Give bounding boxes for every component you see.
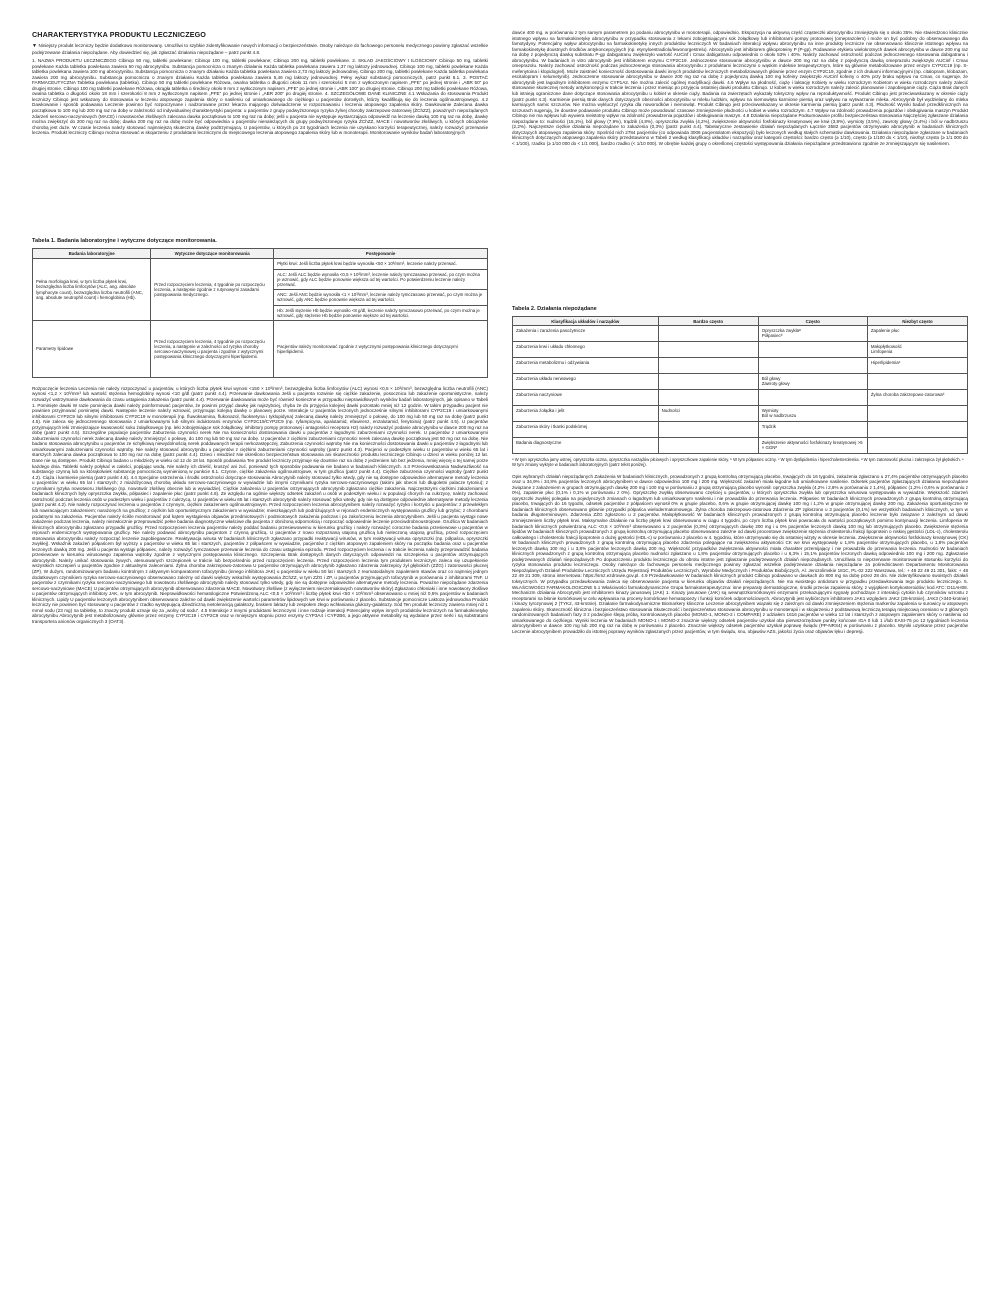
- table1-cell: Pełna morfologia krwi, w tym liczba płytek krwi, bezwzględna liczba limfocytów (ALC, ang. absolute lymphocyte count), bezwzględna liczba neutrofili (ANC, ang. absolute neutrophil count) i hemoglobina (Hb).: [33, 259, 151, 321]
- left-section-2: Rozpoczęcie leczenia Leczenia nie należy rozpoczynać u pacjentów, u których liczba płytek krwi wynosi <150 × 10³/mm³, bezwzględna liczba limfocytów (ALC) wynosi <0,5 × 10³/mm³, bezwzględna liczba neutrofili (ANC) wynosi <1,2 × 10³/mm³ lub wartość stężenia hemoglobiny wynosi <10 g/dl (patrz punkt 4.4). Przerwanie dawkowania Jeśli u pacjenta rozwinie się ciężkie zakażenie, posocznica lub zakażenie oportunistyczne, należy rozważyć wstrzymanie dawkowania do czasu ustąpienia zakażenia (patrz punkt 4.4). Przerwanie dawkowania może być również konieczne w przypadku nieprawidłowych wyników badań laboratoryjnych, jak opisano w Tabeli 1. Pominięte dawki W razie pominięcia dawki należy poinformować pacjentów, że powinni przyjąć dawkę jak najszybciej, chyba że do przyjęcia kolejnej dawki pozostało mniej niż 12 godzin. W takim przypadku pacjent nie powinien przyjmować pominiętej dawki. Następnie leczenie należy wznowić, przyjmując kolejną dawkę o planowej porze. Interakcje U pacjentów leczonych jednocześnie silnymi inhibitorami CYP2C19 i umiarkowanymi inhibitorami CYP2C9 lub silnymi inhibitorami CYP2C19 w monoterapii (np. fluwoksamina, flukonazol, fluoksetyna i tyklopidyna) zalecaną dawkę należy zmniejszyć o połowę, do 100 mg lub 50 mg raz na dobę (patrz punkt 4.5). Nie zaleca się jednoczesnego stosowania z umiarkowanymi lub silnymi induktorami enzymów CYP2C19/CYP2C9 (np. ryfampicyna, apalutamid, efawirenz, enzalutamid, fenytoina) (patrz punkt 4.5). U pacjentów przyjmujących leki zmniejszające kwasowość soku żołądkowego (np. leki zobojętniające sok żołądkowy, inhibitory pompy protonowej i antagoniści receptora H2) należy rozważyć podanie abrocytynibu w dawce 200 mg raz na dobę (patrz punkt 4.5). Szczególne populacje pacjentów Zaburzenia czynności nerek Nie ma konieczności dostosowania dawki u pacjentów z łagodnymi zaburzeniami czynności nerek. U pacjentów z umiarkowanymi zaburzeniami czynności nerek zalecaną dawkę należy zmniejszyć o połowę, do 100 mg lub 50 mg raz na dobę. U pacjentów z ciężkimi zaburzeniami czynności nerek zalecaną dawkę początkową jest 50 mg raz na dobę. Nie badano stosowania abrocytynibu u pacjentów ze schyłkową niewydolnością nerek poddawanych terapii nerkozastępczej. Zaburzenia czynności wątroby Nie ma konieczności dostosowania dawki u pacjentów z łagodnymi lub umiarkowanymi zaburzeniami czynności wątroby. Nie należy stosować abrocytynibu u pacjentów z ciężkimi zaburzeniami czynności wątroby (patrz punkt 4.3). Pacjenci w podeszłym wieku U pacjentów w wieku 65 lat i starszych zalecana dawka początkowa to 100 mg raz na dobę (patrz punkt 4.4). Dzieci i młodzież Nie określono bezpieczeństwa stosowania ani skuteczności produktu leczniczego Cibinqo u dzieci w wieku poniżej 12 lat. Dane nie są dostępne. Produkt Cibinqo badano u młodzieży w wieku od 12 do 18 lat. Sposób podawania Ten produkt leczniczy przyjmuje się doustnie raz na dobę z jedzeniem lub bez jedzenia, mniej więcej o tej samej porze każdego dnia. Tabletki należy połykać w całości, popijając wodą. Nie należy ich dzielić, kruszyć ani żuć, ponieważ tych sposobów podawania nie badano w badaniach klinicznych. 4.3 Przeciwwskazania Nadwrażliwość na substancję czynną lub na którąkolwiek substancję pomocniczą wymienioną w punkcie 6.1. Czynne, ciężkie zakażenia ogólnoustrojowe, w tym gruźlica (patrz punkt 4.4). Ciężkie zaburzenia czynności wątroby (patrz punkt 4.2). Ciąża i karmienie piersią (patrz punkt 4.6). 4.4 Specjalne ostrzeżenia i środki ostrożności dotyczące stosowania Abrocytynib należy stosować tylko wtedy, gdy nie są dostępne odpowiednie alternatywne metody leczenia u pacjentów: w wieku 65 lat i starszych; z miażdżycową chorobą układu sercowo-naczyniowego w wywiadzie lub innymi czynnikami ryzyka sercowo-naczyniowego (takimi jak obecni lub długoletni palacze tytoniu); z czynnikami ryzyka nowotworu złośliwego (np. nowotwór złośliwy obecnie lub w wywiadzie). Ciężkie zakażenia U pacjentów otrzymujących abrocytynib zgłaszano ciężkie zakażenia. Najczęstszymi ciężkimi zakażeniami w badaniach klinicznych były opryszczka zwykła, półpasiec i zapalenie płuc (patrz punkt 4.8). Ze względu na ogólnie większy odsetek zakażeń u osób w podeszłym wieku i w populacji chorych na cukrzycę, należy zachować ostrożność podczas leczenia osób w podeszłym wieku i pacjentów z cukrzycą. U pacjentów w wieku 65 lat i starszych abrocytynib należy stosować tylko wtedy, gdy nie są dostępne odpowiednie alternatywne metody leczenia (patrz punkt 4.2). Nie należy rozpoczynać leczenia u pacjentów z czynnym, ciężkim zakażeniem ogólnoustrojowym. Przed rozpoczęciem leczenia abrocytynibem należy rozważyć ryzyko i korzyści u pacjentów: z przewlekłym lub nawracającym zakażeniem; narażonych na gruźlicę; z ciężkim lub oportunistycznym zakażeniem w wywiadzie; mieszkających lub podróżujących w rejonach endemicznych występowania gruźlicy lub grzybic; z chorobami podatnymi na zakażenia. Pacjentów należy ściśle monitorować pod kątem wystąpienia objawów przedmiotowych i podmiotowych zakażenia podczas i po zakończeniu leczenia abrocytynibem. Jeśli u pacjenta wystąpi nowe zakażenie podczas leczenia, należy niezwłocznie przeprowadzić pełne badania diagnostyczne właściwe dla pacjenta z obniżoną odpornością i rozpocząć odpowiednie leczenie przeciwdrobnoustrojowe. Gruźlica W badaniach klinicznych abrocytynibu zgłaszano przypadki gruźlicy. Przed rozpoczęciem leczenia pacjentów należy poddać badaniu przesiewowemu w kierunku gruźlicy i należy rozważyć coroczne badania przesiewowe u pacjentów w rejonach endemicznych występowania gruźlicy. Nie należy podawać abrocytynibu pacjentom z czynną gruźlicą. U pacjentów z nowo rozpoznaną utajoną gruźlicą lub nieleczoną utajoną gruźlicą, przed rozpoczęciem stosowania abrocytynibu należy rozpocząć leczenie zapobiegawcze. Reaktywacja wirusa W badaniach klinicznych zgłaszano przypadki reaktywacji wirusów, w tym reaktywacji wirusa opryszczki (np. półpaśca, opryszczki zwykłej). Wskaźnik zakażeń półpaścem był wyższy u pacjentów w wieku 65 lat i starszych, pacjentów z półpaścem w wywiadzie, pacjentów z ciężkim atopowym zapaleniem skóry na początku badania oraz u pacjentów leczonych dawką 200 mg. Jeśli u pacjenta wystąpi półpasiec, należy rozważyć tymczasowe przerwanie leczenia do czasu ustąpienia epizodu. Przed rozpoczęciem leczenia i w trakcie leczenia należy przeprowadzić badania przesiewowe w kierunku wirusowego zapalenia wątroby zgodnie z wytycznymi postępowania klinicznego. Szczepienia Brak dostępnych danych dotyczących odpowiedzi na szczepienia u pacjentów otrzymujących abrocytynib. Należy unikać stosowania żywych, atenuowanych szczepionek w trakcie lub bezpośrednio przed rozpoczęciem leczenia. Przed rozpoczęciem leczenia tym produktem leczniczym zaleca się uzupełnienie wszystkich szczepień u pacjentów zgodnie z aktualnymi zaleceniami. Żylna choroba zakrzepowo-zatorowa U pacjentów otrzymujących abrocytynib zgłaszano zdarzenia zakrzepicy żył głębokich (ZŻG) i zatorowości płucnej (ZP). W dużym, randomizowanym badaniu kontrolnym z aktywnym komparatorem tofacytynibu (innego inhibitora JAK) u pacjentów w wieku 50 lat i starszych z reumatoidalnym zapaleniem stawów oraz co najmniej jednym dodatkowym czynnikiem ryzyka sercowo-naczyniowego obserwowano zależny od dawki większy wskaźnik występowania ŻChZZ, w tym ZŻG i ZP, u pacjentów przyjmujących tofacytynib w porównaniu z inhibitorami TNF. U pacjentów z czynnikami ryzyka sercowo-naczyniowego lub nowotworu złośliwego abrocytynib należy stosować tylko wtedy, gdy nie są dostępne odpowiednie alternatywne metody leczenia. Poważne niepożądane zdarzenia sercowo-naczyniowe (MACE) U pacjentów otrzymujących abrocytynib obserwowano zdarzenia MACE. Nowotwory złośliwe (z wyłączeniem nieczerniakowych nowotworów skóry) Zgłaszano chłoniaki i inne nowotwory złośliwe u pacjentów otrzymujących inhibitory JAK, w tym abrocytynib. Nieprawidłowości hematologiczne Potwierdzoną ALC <0,5 × 10³/mm³ i liczbę płytek krwi <50 × 10³/mm³ obserwowano u mniej niż 0,5% pacjentów w badaniach klinicznych. Lipidy U pacjentów leczonych abrocytynibem obserwowano zależne od dawki zwiększenie wartości parametrów lipidowych we krwi w porównaniu z placebo. Substancje pomocnicze Laktoza jednowodna Produkt leczniczy nie powinien być stosowany u pacjentów z rzadko występującą dziedziczną nietolerancją galaktozy, brakiem laktazy lub zespołem złego wchłaniania glukozy-galaktozy. Sód Ten produkt leczniczy zawiera mniej niż 1 mmol sodu (23 mg) na tabletkę, to znaczy produkt uznaje się za „wolny od sodu”. 4.5 Interakcje z innymi produktami leczniczymi i inne rodzaje interakcji Potencjalny wpływ innych produktów leczniczych na farmakokinetykę abrocytynibu Abrocytynib jest metabolizowany głównie przez enzymy CYP2C19 i CYP2C9 oraz w mniejszym stopniu przez enzymy CYP3A4 i CYP2B6, a jego aktywne metabolity są wydalane przez nerki i są substratami transportera anionów organicznych 3 (OAT3).: [32, 385, 488, 624]
- table2-cell: Zaburzenia układu nerwowego: [513, 374, 659, 390]
- left-section-1: 1. NAZWA PRODUKTU LECZNICZEGO Cibinqo 50 mg, tabletki powlekane; Cibinqo 100 mg, tabletki powlekane; Cibinqo 200 mg, tabletki powlekane. 2. SKŁAD JAKOŚCIOWY I ILOŚCIOWY Cibinqo 50 mg, tabletki powlekane Każda tabletka powlekana zawiera 50 mg abrocytynibu. Substancja pomocnicza o znanym działaniu Każda tabletka powlekana zawiera 1,37 mg laktozy jednowodnej. Cibinqo 100 mg, tabletki powlekane Każda tabletka powlekana zawiera 100 mg abrocytynibu. Substancja pomocnicza o znanym działaniu Każda tabletka powlekana zawiera 2,73 mg laktozy jednowodnej. Cibinqo 200 mg, tabletki powlekane Każda tabletka powlekana zawiera 200 mg abrocytynibu. Substancja pomocnicza o znanym działaniu Każda tabletka powlekana zawiera 5,46 mg laktozy jednowodnej. Pełny wykaz substancji pomocniczych, patrz punkt 6.1. 3. POSTAĆ FARMACEUTYCZNA Tabletka powlekana (tabletka). Cibinqo 50 mg tabletki powlekane Różowa, owalna tabletka o długości około 11 mm i szerokości 5 mm z wytłoczonym napisem „PFE” po jednej stronie i „ABR 50” po drugiej stronie. Cibinqo 100 mg tabletki powlekane Różowa, okrągła tabletka o średnicy około 9 mm z wytłoczonym napisem „PFE” po jednej stronie i „ABR 100” po drugiej stronie. Cibinqo 200 mg tabletki powlekane Różowa, owalna tabletka o długości około 18 mm i szerokości 8 mm z wytłoczonym napisem „PFE” po jednej stronie i „ABR 200” po drugiej stronie. 4. SZCZEGÓŁOWE DANE KLINICZNE 4.1 Wskazania do stosowania Produkt leczniczy Cibinqo jest wskazany do stosowania w leczeniu atopowego zapalenia skóry o nasileniu od umiarkowanego do ciężkiego u pacjentów dorosłych, którzy kwalifikują się do leczenia ogólnoustrojowego. 4.2 Dawkowanie i sposób podawania Leczenie powinno być rozpoczynane i nadzorowane przez lekarza mającego doświadczenie w rozpoznawaniu i leczeniu atopowego zapalenia skóry. Dawkowanie Zalecana dawka początkowa to 100 mg lub 200 mg raz na dobę w zależności od indywidualnej charakterystyki pacjenta: u pacjentów z grupy podwyższonego ryzyka żylnej choroby zakrzepowo-zatorowej (ŻChZZ), poważnych niepożądanych zdarzeń sercowo-naczyniowych (MACE) i nowotworów złośliwych zalecana dawka początkowa to 100 mg raz na dobę; jeśli u pacjenta nie występuje wystarczająca odpowiedź na leczenie dawką 100 mg raz na dobę, dawkę można zwiększyć do 200 mg raz na dobę; dawka 200 mg raz na dobę może być odpowiednia u pacjentów nienależących do grupy podwyższonego ryzyka ŻChZZ, MACE i nowotworów złośliwych, u których obciążenie chorobą jest duże. W czasie leczenia należy stosować najmniejszą skuteczną dawkę podtrzymującą. U pacjentów, u których po 24 tygodniach leczenia nie uzyskano korzyści terapeutycznej, należy rozważyć przerwanie leczenia. Produkt leczniczy Cibinqo można stosować w skojarzeniu z produktami leczniczymi do miejscowego leczenia atopowego zapalenia skóry lub w monoterapii. Monitorowanie wyników badań laboratoryjnych: [32, 58, 488, 136]
- table2-footnote: ᵃ W tym opryszczka jamy ustnej, opryszczka oczna, opryszczka narządów płciowych i opryszczkowe zapalenie skóry. ᵇ W tym półpasiec oczny. ᶜ W tym dyslipidemia i hipercholesterolemia. ᵈ W tym zatorowość płucna i zakrzepica żył głębokich. ᵉ W tym zmiany wykryte w badaniach laboratoryjnych (patrz tekst poniżej).: [512, 457, 964, 468]
- table1: [32, 248, 488, 378]
- table2-cell: [758, 358, 867, 374]
- table2-cell: [867, 438, 967, 454]
- table2-cell: [658, 422, 758, 438]
- table1-cell: Parametry lipidowe: [33, 320, 151, 377]
- table1-row: [33, 259, 488, 269]
- table1-header: Badania laboratoryjne: [33, 249, 151, 259]
- table2-cell: Małopłytkowość Limfopenia: [867, 342, 967, 358]
- intro-text: Niniejszy produkt leczniczy będzie dodatkowo monitorowany. Umożliwi to szybkie zidentyfikowanie nowych informacji o bezpieczeństwie. Osoby należące do fachowego personelu medycznego powinny zgłaszać wszelkie podejrzewane działania niepożądane. Aby dowiedzieć się, jak zgłaszać działania niepożądane – patrz punkt 4.8.: [32, 43, 488, 55]
- table2-cell: [867, 406, 967, 422]
- right-section-2: Opis wybranych działań niepożądanych Zakażenia W badaniach klinicznych, prowadzonych z grupą kontrolną otrzymującą placebo, trwających do 16 tygodni, zakażenia zgłaszano u 27,4% pacjentów otrzymujących placebo oraz u 34,9% i 34,8% pacjentów leczonych abrocytynibem w dawce odpowiednio 100 mg i 200 mg. Większość zakażeń miała łagodne lub umiarkowane nasilenie. Odsetek pacjentów zgłaszających działania niepożądane związane z zakażeniem w grupach otrzymujących dawkę 200 mg i 100 mg w porównaniu z grupą otrzymującą placebo wynosił: opryszczka zwykła (4,2% i 2,8% w porównaniu z 1,4%), półpasiec (1,2% i 0,6% w porównaniu z 0%), zapalenie płuc (0,1% i 0,1% w porównaniu z 0%). Opryszczkę zwykłą obserwowano częściej u pacjentów, u których opryszczka zwykła lub opryszczka wirusowa występowała w wywiadzie. Większość zdarzeń opryszczki zwykłej polegała na pojedynczych zmianach o łagodnym lub umiarkowanym nasileniu i nie prowadziła do przerwania leczenia. Półpasiec W badaniach klinicznych prowadzonych z grupą kontrolną otrzymującą placebo, trwających do 16 tygodni, odsetek pacjentów z półpaścem wynosił 0% w grupie placebo, 0,6% w grupie otrzymującej dawkę 100 mg i 1,2% w grupie otrzymującej dawkę 200 mg. Zakażenia oportunistyczne W badaniach klinicznych obserwowano głównie przypadki półpaśca wielodermatomowego. Żylna choroba zakrzepowo-zatorowa Zdarzenia ZP zgłoszono u 3 pacjentów (0,1%) we wszystkich badaniach klinicznych, w tym w badaniu długoterminowym. Zdarzenia ZŻG zgłoszono u 2 pacjentów. Małopłytkowość W badaniach klinicznych prowadzonych z grupą kontrolną otrzymującą placebo leczenie było związane z zależnym od dawki zmniejszeniem liczby płytek krwi. Maksymalne działanie na liczbę płytek krwi obserwowano w ciągu 4 tygodni, po czym liczba płytek krwi powracała do wartości początkowych pomimo kontynuacji leczenia. Limfopenia W badaniach klinicznych potwierdzoną ALC <0,5 × 10³/mm³ obserwowano u 2 pacjentów (0,3%) otrzymujących dawkę 200 mg i u 0% pacjentów leczonych dawką 100 mg lub otrzymujących placebo. Zwiększenie stężenia lipidów W badaniach klinicznych prowadzonych z grupą kontrolną otrzymującą placebo obserwowano zależne od dawki procentowe zwiększenie stężenia cholesterolu frakcji lipoprotein o niskiej gęstości (LDL-c), cholesterolu całkowitego i cholesterolu frakcji lipoprotein o dużej gęstości (HDL-c) w porównaniu z placebo w 4. tygodniu, które utrzymywało się do ostatniej wizyty w okresie leczenia. Zwiększenie aktywności fosfokinazy kreatynowej (CK) W badaniach klinicznych prowadzonych z grupą kontrolną otrzymującą placebo zdarzenia polegające na zwiększeniu aktywności CK we krwi występowały u 1,8% pacjentów otrzymujących placebo, u 1,8% pacjentów leczonych dawką 100 mg i u 3,8% pacjentów leczonych dawką 200 mg. Większość przypadków zwiększenia aktywności miała charakter przemijający i nie prowadziła do przerwania leczenia. Nudności W badaniach klinicznych prowadzonych z grupą kontrolną otrzymującą placebo nudności zgłaszano u 1,8% pacjentów otrzymujących placebo i u 6,3% i 15,1% pacjentów leczonych dawką odpowiednio 100 mg i 200 mg. Zgłaszanie podejrzewanych działań niepożądanych Po dopuszczeniu produktu leczniczego do obrotu istotne jest zgłaszanie podejrzewanych działań niepożądanych. Umożliwia to nieprzerwane monitorowanie stosunku korzyści do ryzyka stosowania produktu leczniczego. Osoby należące do fachowego personelu medycznego powinny zgłaszać wszelkie podejrzewane działania niepożądane za pośrednictwem Departamentu Monitorowania Niepożądanych Działań Produktów Leczniczych Urzędu Rejestracji Produktów Leczniczych, Wyrobów Medycznych i Produktów Biobójczych, Al. Jerozolimskie 181C, PL-02 222 Warszawa, tel.: + 48 22 49 21 301, faks: + 48 22 49 21 309, strona internetowa: https://smz.ezdrowie.gov.pl. 4.9 Przedawkowanie W badaniach klinicznych produkt Cibinqo podawano w dawkach do 800 mg na dobę przez 28 dni. Nie zidentyfikowano swoistych działań toksycznych. W przypadku przedawkowania zaleca się obserwowanie pacjenta w kierunku objawów działań niepożądanych. Nie ma swoistego antidotum w przypadku przedawkowania tego produktu leczniczego. 5. WŁAŚCIWOŚCI FARMAKOLOGICZNE 5.1 Właściwości farmakodynamiczne Grupa farmakoterapeutyczna: inne preparaty dermatologiczne, środki przeciw zapaleniu skóry, z wyjątkiem kortykosteroidów; kod ATC: D11AH08. Mechanizm działania Abrocytynib jest inhibitorem kinazy janusowej (JAK) 1. Kinazy janusowe (JAK) są wewnątrzkomórkowymi enzymami przekazującymi sygnały pochodzące z interakcji cytokin lub czynników wzrostu z receptorami na błonie komórkowej w celu wpływania na procesy komórkowe hematopoezy i funkcji komórek odpornościowych. Abrocytynib jest wybiórczym inhibitorem JAK1 względem JAK2 (28-krotnie), JAK3 (>340-krotnie) i kinazy tyrozynowej 2 (TYK2, 43-krotnie). Działanie farmakodynamiczne Biomarkery kliniczne Leczenie abrocytynibem wiązało się z zależnym od dawki zmniejszeniem stężenia markerów zapalenia w surowicy w atopowym zapaleniu skóry. Skuteczność kliniczna i bezpieczeństwo stosowania Skuteczność i bezpieczeństwo stosowania abrocytynibu w monoterapii i w skojarzeniu z podstawową leczniczą terapią miejscową oceniano w 3 głównych randomizowanych badaniach fazy 3 z podwójnie ślepą próbą, kontrolowanych placebo (MONO-1, MONO-2 i COMPARE) z udziałem 1616 pacjentów w wieku 12 lat i starszych z atopowym zapaleniem skóry o nasileniu od umiarkowanego do ciężkiego. Wyniki leczenia W badaniach MONO-1 i MONO-2 znacznie większy odsetek pacjentów uzyskał oba pierwszorzędowe punkty końcowe IGA 0 lub 1 i/lub EASI-75 po 12 tygodniach leczenia abrocytynibem w dawce 100 mg lub 200 mg raz na dobę w porównaniu z placebo. Znacznie większy odsetek pacjentów uzyskał poprawę świądu (PP-NRS4) w porównaniu z placebo. Wyniki uzyskane przez pacjentów Leczenie abrocytynibem prowadziło do istotnej poprawy wyników zgłaszanych przez pacjentów, w tym świądu, snu, objawów AZS, jakości życia oraz objawów lęku i depresji.: [512, 473, 968, 634]
- right-column: [512, 30, 968, 1267]
- table1-cell: Pacjentów należy monitorować zgodnie z wytycznymi postępowania klinicznego dotyczącymi hiperlipidemii.: [274, 320, 488, 377]
- table2-cell: Zaburzenia krwi i układu chłonnego: [513, 342, 659, 358]
- table2-cell: [758, 390, 867, 406]
- left-column: [32, 30, 488, 1277]
- table1-cell: ANC: Jeśli ANC będzie wynosiła <1 × 10³/mm³, leczenie należy tymczasowo przerwać, po czym można je wznowić, gdy ANC będzie ponownie większa od tej wartości.: [274, 290, 488, 305]
- table2-header: Często: [758, 317, 867, 326]
- black-triangle-icon: ▼: [32, 43, 38, 49]
- table2-cell: Zakażenia i zarażenia pasożytnicze: [513, 326, 659, 342]
- table2-header: Klasyfikacja układów i narządów: [513, 317, 659, 326]
- table1-cell: ALC: Jeśli ALC będzie wynosiła <0,5 × 10³/mm³, leczenie należy tymczasowo przerwać, po czym można je wznowić, gdy ALC będzie ponownie większa od tej wartości. Po potwierdzeniu leczenie należy przerwać.: [274, 269, 488, 290]
- table2-cell: [658, 438, 758, 454]
- table2-cell: Hiperlipidemiaᶜ: [867, 358, 967, 374]
- black-triangle-notice: [32, 43, 488, 55]
- table2-cell: [658, 358, 758, 374]
- table2-row: [513, 358, 968, 374]
- table2-row: [513, 438, 968, 454]
- table2-cell: [658, 374, 758, 390]
- right-section-1: dawce 400 mg, w porównaniu z tym samym parametrem po podaniu abrocytynibu w monoterapii, odpowiednio. Ekspozycja na aktywną część cząsteczki abrocytynibu zmniejszyła się o około 35%. Nie stwierdzono klinicznie istotnego wpływu na farmakokinetykę abrocytynibu w przypadku stosowania z lekami zobojętniającymi sok żołądkowy lub inhibitorami pompy protonowej (omeprazolem) i może on być podobny do obserwowanego dla famotydyny. Potencjalny wpływ abrocytynibu na farmakokinetykę innych produktów leczniczych W badaniach interakcji wpływu abrocytynibu na inne produkty lecznicze nie obserwowano klinicznie istotnego wpływu na farmakokinetykę doustnych środków antykoncepcyjnych (np. etynyloestradiolu/lewonorgestrelu). Abrocytynib jest inhibitorem glikoproteiny P (P-gp). Podawanie etykietu wielokrotnych dawek abrocytynibu w dawce 200 mg raz na dobę z pojedynczą dawką substratu P-gp dabigatranu zwiększyło wartość AUCinf i Cmax dabigatranu odpowiednio o około 53% i 40%. Należy zachować ostrożność podczas jednoczesnego stosowania dabigatranu i abrocytynibu. W badaniach in vitro abrocytynib jest inhibitorem enzymu CYP2C19. Jednoczesne stosowanie abrocytynibu w dawce 200 mg raz na dobę z pojedynczą dawką omeprazolu zwiększyło AUCinf i Cmax omeprazolu. Należy zachować ostrożność podczas jednoczesnego stosowania abrocytynibu z produktami leczniczymi o wąskim indeksie terapeutycznym, które są głównie metabolizowane przez enzym CYP2C19 (np. S-mefenytoina i klopidogrel). Może zaistnieć konieczność dostosowania dawki innych produktów leczniczych metabolizowanych głównie przez enzym CYP2C19, zgodnie z ich drukami informacyjnymi (np. citalopram, klobazam, escitalopram i selumetynib). Jednoczesne stosowanie abrocytynibu w dawce 200 mg raz na dobę z pojedynczą dawką 100 mg kofeiny zwiększyło AUCinf kofeiny o 40% przy braku wpływu na Cmax, co sugeruje, że abrocytynib jest łagodnym inhibitorem enzymu CYP1A2. Nie można zalecić ogólnej modyfikacji dawki. 4.6 Wpływ na płodność, ciążę i laktację Kobiety w wieku rozrodczym Kobietom w wieku rozrodczym należy zalecić stosowanie skutecznej metody antykoncepcji w trakcie leczenia i przez miesiąc po przyjęciu ostatniej dawki produktu Cibinqo. U kobiet w wieku rozrodczym należy zalecić planowanie i zapobieganie ciąży. Ciąża Brak danych lub istnieją ograniczone dane dotyczące stosowania abrocytynibu u kobiet w okresie ciąży. Badania na zwierzętach wykazały toksyczny wpływ na reproduktywność. Produkt Cibinqo jest przeciwwskazany w okresie ciąży (patrz punkt 4.3). Karmienie piersią Brak danych dotyczących obecności abrocytynibu w mleku ludzkim, wpływu na niemowlęta karmione piersią oraz wpływu na wytwarzanie mleka. Abrocytynib był wydzielany do mleka karmiących samic szczurów. Nie można wykluczyć ryzyka dla noworodków i niemowląt. Produkt Cibinqo jest przeciwwskazany w okresie karmienia piersią (patrz punkt 4.3). Płodność Wyniki badań przedklinicznych na szczurach sugerują, że doustne podawanie produktu Cibinqo może powodować czasowe zmniejszenie płodności u kobiet w wieku rozrodczym. 4.7 Wpływ na zdolność prowadzenia pojazdów i obsługiwania maszyn Produkt Cibinqo nie ma wpływu lub wywiera nieistotny wpływ na zdolność prowadzenia pojazdów i obsługiwania maszyn. 4.8 Działania niepożądane Podsumowanie profilu bezpieczeństwa stosowania Najczęściej zgłaszane działania niepożądane to: nudności (15,1%), ból głowy (7,9%), trądzik (4,8%), opryszczka zwykła (4,2%), zwiększenie aktywności fosfokinazy kreatynowej we krwi (3,8%), wymioty (3,5%), zawroty głowy (3,4%) i ból w nadbrzuszu (2,2%). Najczęstsze ciężkie działania niepożądane to zakażenia (0,3%) (patrz punkt 4.4). Tabelaryczne zestawienie działań niepożądanych Łącznie 3582 pacjentów otrzymywało abrocytynib w badaniach klinicznych dotyczących atopowego zapalenia skóry. Spośród nich 2784 pacjentów (co odpowiada 3006 pacjentolatom ekspozycji) było leczonych według stałych schematów dawkowania. Działania niepożądane zgłaszane w badaniach klinicznych dotyczących atopowego zapalenia skóry przedstawiono w Tabeli 2 według klasyfikacji układów i narządów oraz kategorii częstości: bardzo często (≥ 1/10), często (≥ 1/100 do < 1/10), niezbyt często (≥ 1/1 000 do < 1/100), rzadko (≥ 1/10 000 do < 1/1 000), bardzo rzadko (< 1/10 000). W obrębie każdej grupy o określonej częstości występowania działania niepożądane przedstawiono zgodnie ze zmniejszającym się nasileniem.: [512, 30, 968, 146]
- table2-row: [513, 422, 968, 438]
- table1-cell: Płytki krwi: Jeśli liczba płytek krwi będzie wynosiła <50 × 10³/mm³, leczenie należy przerwać.: [274, 259, 488, 269]
- table2-caption: Tabela 2. Działania niepożądane: [512, 306, 597, 312]
- table2-cell: [758, 342, 867, 358]
- table1-row: [33, 320, 488, 377]
- table1-cell: Przed rozpoczęciem leczenia, 4 tygodnie po rozpoczęciu leczenia, a następnie w zależności od ryzyka choroby sercowo-naczyniowej u pacjenta i zgodnie z wytycznymi postępowania klinicznego dotyczącymi hiperlipidemii.: [151, 320, 274, 377]
- table2-cell: Zaburzenia skóry i tkanki podskórnej: [513, 422, 659, 438]
- table2-cell: [658, 390, 758, 406]
- table2-row: [513, 374, 968, 390]
- table2: [512, 316, 968, 454]
- table2-cell: Nudności: [658, 406, 758, 422]
- table2-cell: Ból głowy Zawroty głowy: [758, 374, 867, 390]
- table2-cell: Żylna choroba zakrzepowo-zatorowaᵈ: [867, 390, 967, 406]
- table1-cell: Hb: Jeśli stężenie Hb będzie wynosiło <8 g/dl, leczenie należy tymczasowo przerwać, po czym można je wznowić, gdy stężenie Hb będzie ponownie większe od tej wartości.: [274, 305, 488, 320]
- table2-cell: Wymioty Ból w nadbrzuszu: [758, 406, 867, 422]
- table2-header-row: [513, 317, 968, 326]
- table2-cell: [658, 342, 758, 358]
- table2-cell: [658, 326, 758, 342]
- table2-header: Niezbyt często: [867, 317, 967, 326]
- table2-row: [513, 390, 968, 406]
- table1-header-row: [33, 249, 488, 259]
- table2-header: Bardzo często: [658, 317, 758, 326]
- table2-cell: Zapalenie płuc: [867, 326, 967, 342]
- table1-header: Wytyczne dotyczące monitorowania: [151, 249, 274, 259]
- table2-cell: Zaburzenia naczyniowe: [513, 390, 659, 406]
- table2-row: [513, 326, 968, 342]
- table2-cell: Opryszczka zwykłaᵃ Półpasiecᵇ: [758, 326, 867, 342]
- table2-cell: Zaburzenia żołądka i jelit: [513, 406, 659, 422]
- table1-caption: Tabela 1. Badania laboratoryjne i wytyczne dotyczące monitorowania.: [32, 238, 217, 245]
- table2-cell: [867, 374, 967, 390]
- table1-cell: Przed rozpoczęciem leczenia, 4 tygodnie po rozpoczęciu leczenia, a następnie zgodnie z rutynowymi zasadami postępowania medycznego.: [151, 259, 274, 321]
- table2-row: [513, 342, 968, 358]
- table2-cell: Zwiększenie aktywności fosfokinazy kreatynowej >5 × GGNᵉ: [758, 438, 867, 454]
- document-title: CHARAKTERYSTYKA PRODUKTU LECZNICZEGO: [32, 30, 206, 39]
- table2-cell: Badania diagnostyczne: [513, 438, 659, 454]
- table1-header: Postępowanie: [274, 249, 488, 259]
- table2-cell: Trądzik: [758, 422, 867, 438]
- table2-cell: Zaburzenia metabolizmu i odżywiania: [513, 358, 659, 374]
- table2-row: [513, 406, 968, 422]
- table2-cell: [867, 422, 967, 438]
